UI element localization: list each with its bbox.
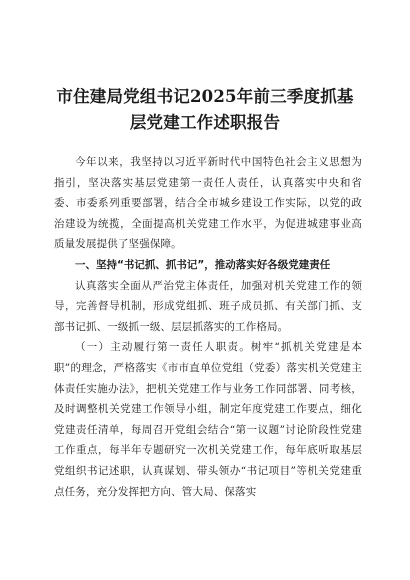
report-body — [54, 152, 362, 502]
section-1-heading: 一、坚持“书记抓、抓书记”，推动落实好各级党建责任 — [75, 258, 331, 271]
subsection-1-paragraph: （一）主动履行第一责任人职责。树牢“抓机关党建是本职”的理念，严格落实《市市直单位党组（党委）落实机关党建主体责任实施办法》，把机关党建工作与业务工作同部署、同考核，及时调整机关党建工作领导小组，制定年度党建工作要点，细化党建责任清单，每周召开党组会结合“第一议题”讨论阶段性党建工作重点，每半年专题研究一次机关党建工作，每年底听取基层党组织书记述职，认真谋划、带头领办“书记项目”等机关党建重点任务，充分发挥把方向、管大局、保落实 — [54, 341, 362, 498]
report-title-line-2: 层党建工作述职报告 — [129, 113, 281, 132]
report-title-line-1: 市住建局党组书记2025年前三季度抓基 — [56, 87, 354, 106]
report-title — [40, 84, 370, 136]
section-1-paragraph: 认真落实全面从严治党主体责任，加强对机关党建工作的领导，完善督导机制，形成党组抓、班子成员抓、有关部门抓、支部书记抓、一级抓一级、层层抓落实的工作格局。 — [54, 279, 362, 333]
intro-paragraph: 今年以来，我坚持以习近平新时代中国特色社会主义思想为指引，坚决落实基层党建第一责任人责任，认真落实中央和省委、市委系列重要部署，结合全市城乡建设工作实际，以党的政治建设为统揽，全面提高机关党建工作水平，为促进城建事业高质量发展提供了坚强保障。 — [54, 156, 362, 251]
